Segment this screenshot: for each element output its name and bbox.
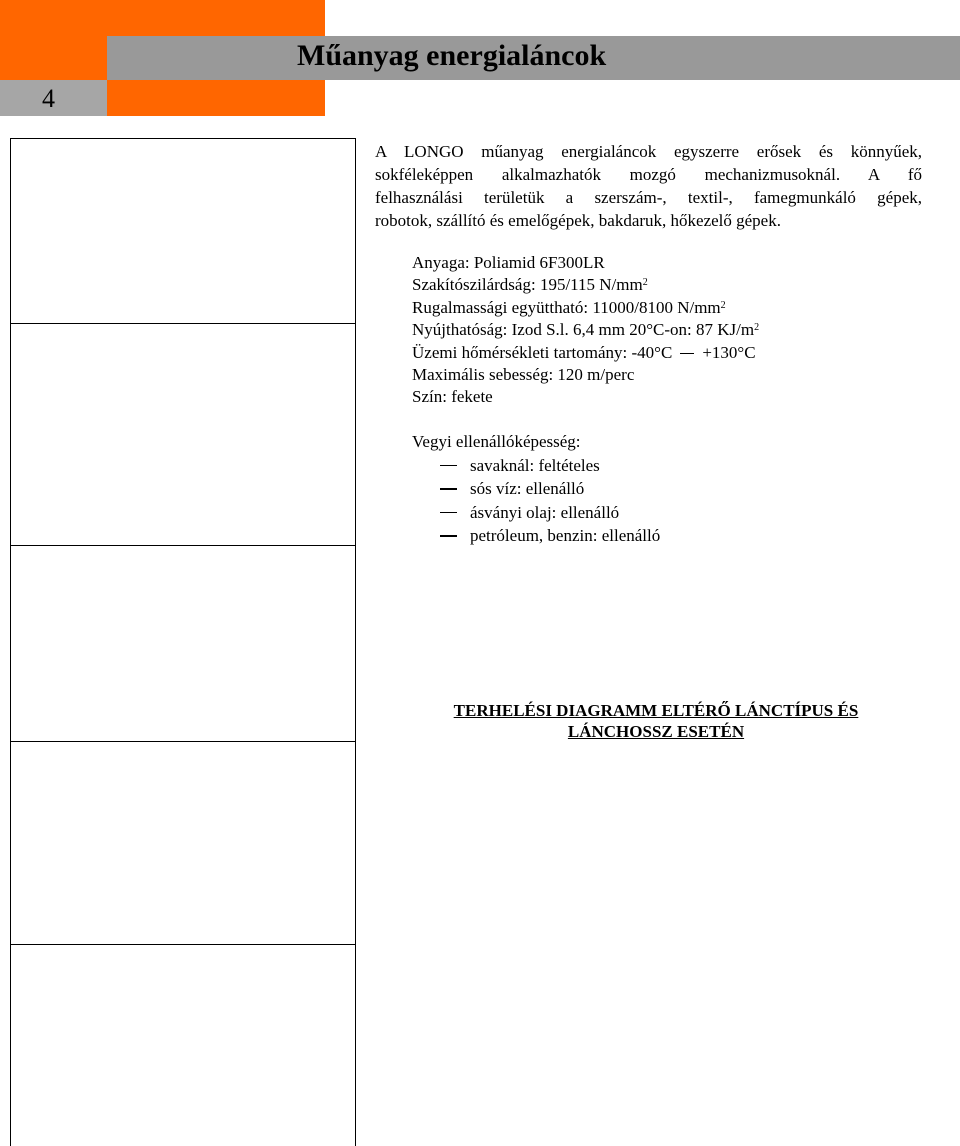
title-band [107, 36, 960, 80]
tensile-strength [412, 274, 759, 296]
dash-separator [680, 353, 694, 355]
max-speed: Maximális sebesség: 120 m/perc [412, 365, 635, 385]
list-item [412, 501, 660, 525]
exponent: 2 [642, 277, 648, 289]
temperature-range-max: +130°C [702, 342, 756, 362]
elongation-text: Nyújthatóság: Izod S.l. 6,4 mm 20°C-on: 87 KJ/m [412, 320, 755, 340]
temperature-range-min: Üzemi hőmérsékleti tartomány: -40°C [412, 342, 673, 362]
list-item-text: ásványi olaj: ellenálló [470, 502, 620, 522]
header-white-strip [325, 80, 960, 116]
image-column-frame [10, 138, 356, 1146]
material: Anyaga: Poliamid 6F300LR [412, 253, 605, 272]
intro-line: A LONGO műanyag energialáncok egyszerre erősek és könnyűek, [375, 142, 922, 161]
exponent: 2 [720, 299, 726, 311]
intro-line: robotok, szállító és emelőgépek, bakdaruk, hőkezelő gépek. [375, 211, 781, 230]
diagram-title-line2: LÁNCHOSSZ ESETÉN [567, 722, 745, 741]
frame-divider [11, 944, 355, 945]
page-number: 4 [42, 84, 55, 113]
intro-line: felhasználási területük a szerszám-, textil-, famegmunkáló gépek, [375, 188, 922, 207]
diagram-title [375, 700, 937, 742]
dash-bullet [440, 512, 457, 514]
frame-divider [11, 545, 355, 546]
elastic-modulus [412, 297, 759, 319]
material-properties [412, 252, 759, 409]
diagram-title-line1: TERHELÉSI DIAGRAMM ELTÉRŐ LÁNCTÍPUS ÉS [453, 701, 859, 720]
header-accent-bottom [107, 80, 325, 116]
dash-bullet [440, 465, 457, 467]
frame-divider [11, 323, 355, 324]
color: Szín: fekete [412, 387, 493, 407]
list-item-text: petróleum, benzin: ellenálló [470, 526, 661, 545]
elastic-modulus-text: Rugalmassági együttható: 11000/8100 N/mm [412, 297, 721, 317]
dash-bullet [440, 535, 457, 537]
list-item [412, 477, 660, 501]
tensile-strength-text: Szakítószilárdság: 195/115 N/mm [412, 275, 643, 295]
exponent: 2 [754, 322, 760, 334]
page-number-box [0, 80, 107, 116]
chemical-resistance [412, 430, 660, 548]
list-item [412, 454, 660, 478]
chemical-heading: Vegyi ellenállóképesség: [412, 432, 581, 451]
list-item-text: savaknál: feltételes [470, 455, 600, 475]
page-title: Műanyag energialáncok [297, 39, 607, 72]
intro-paragraph [375, 140, 922, 232]
temperature-range [412, 342, 759, 364]
list-item-text: sós víz: ellenálló [470, 479, 585, 498]
list-item [412, 524, 660, 548]
intro-line: sokféleképpen alkalmazhatók mozgó mechanizmusoknál. A fő [375, 165, 922, 184]
dash-bullet [440, 488, 457, 490]
elongation [412, 319, 759, 341]
frame-divider [11, 741, 355, 742]
